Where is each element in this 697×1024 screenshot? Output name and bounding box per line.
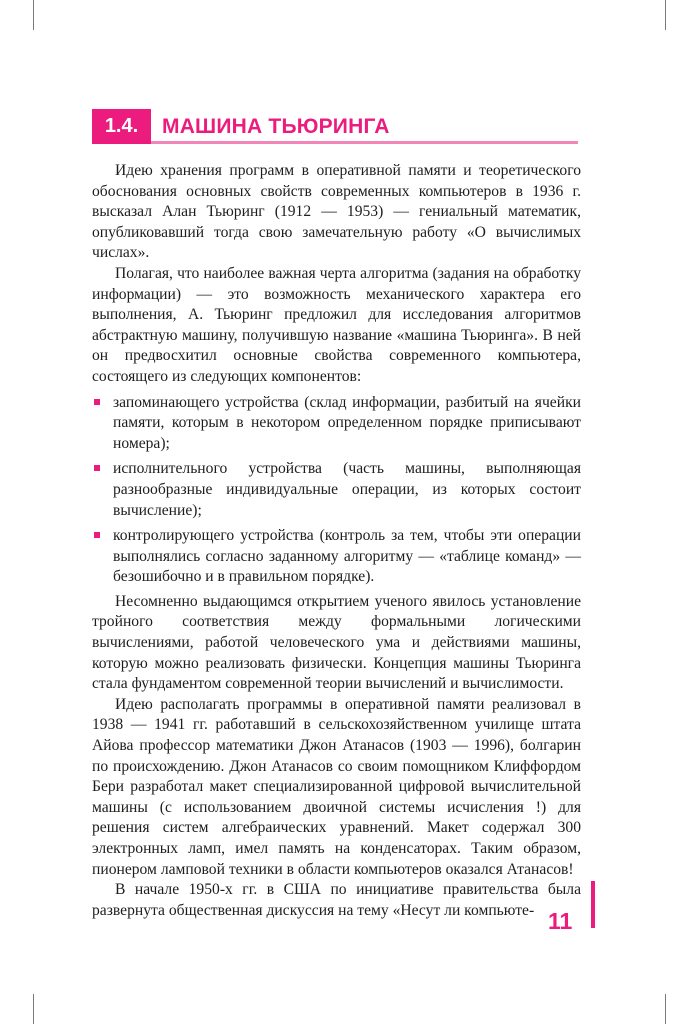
list-item-text: запоминающего устройства (склад информации, разбитый на ячейки памяти, которым в некотором определенном порядке приписывают номера); [113,393,581,452]
list-item-text: исполнительного устройства (часть машины, выполняющая разнообразные индивидуальные операции, из которых состоит вычисление); [113,460,581,519]
paragraph-3: Несомненно выдающимся открытием ученого явилось установление тройного соответствия между формальными логическими вычислениями, работой человеческого ума и действиями машины, которую можно реализовать физически. Концепция машины Тьюринга стала фундаментом современной теории вычислений и вычислимости. [92,592,581,693]
bullet-icon [94,532,100,538]
list-item [92,526,581,588]
page-number-bar [591,881,595,928]
crop-mark [33,0,34,30]
paragraph-5: В начале 1950-х гг. в США по инициативе правительства была развернута общественная дискуссия на тему «Несут ли компьюте- [92,881,581,919]
page-number: 11 [548,908,573,934]
crop-mark [665,0,666,30]
section-number: 1.4. [92,109,151,144]
bullet-icon [94,399,100,405]
list-item [92,393,581,455]
heading-underline [151,141,578,144]
component-list [92,393,581,588]
crop-mark [33,994,34,1024]
body-text [92,161,581,921]
list-item [92,459,581,521]
paragraph-2: Полагая, что наиболее важная черта алгоритма (задания на обработку информации) — это возможность механического характера его выполнения, А. Тьюринг предложил для исследования алгоритмов абстрактную машину, получившую название «машина Тьюринга». В ней он предвосхитил основные свойства современного компьютера, состоящего из следующих компонентов: [92,264,581,385]
list-item-text: контролирующего устройства (контроль за тем, чтобы эти операции выполнялись согласно заданному алгоритму — «таблице команд» — безошибочно и в правильном порядке). [113,527,581,586]
section-title: МАШИНА ТЬЮРИНГА [162,115,390,138]
paragraph-1: Идею хранения программ в оперативной памяти и теоретического обоснования основных свойств современных компьютеров в 1936 г. высказал Алан Тьюринг (1912 — 1953) — гениальный математик, опубликовавший тогда свою замечательную работу «О вычислимых числах». [92,162,581,262]
crop-mark [665,994,666,1024]
paragraph-4: Идею располагать программы в оперативной памяти реализовал в 1938 — 1941 гг. работавший в сельскохозяйственном училище штата Айова профессор математики Джон Атанасов (1903 — 1996), болгарин по происхождению. Джон Атанасов со своим помощником Клиффордом Бери разработал макет специализированной цифровой вычислительной машины (с использованием двоичной системы исчисления !) для решения систем алгебраических уравнений. Макет содержал 300 электронных ламп, имел память на конденсаторах. Таким образом, пионером ламповой техники в области компьютеров оказался Атанасов! [92,695,581,878]
bullet-icon [94,465,100,471]
section-heading [92,109,578,144]
